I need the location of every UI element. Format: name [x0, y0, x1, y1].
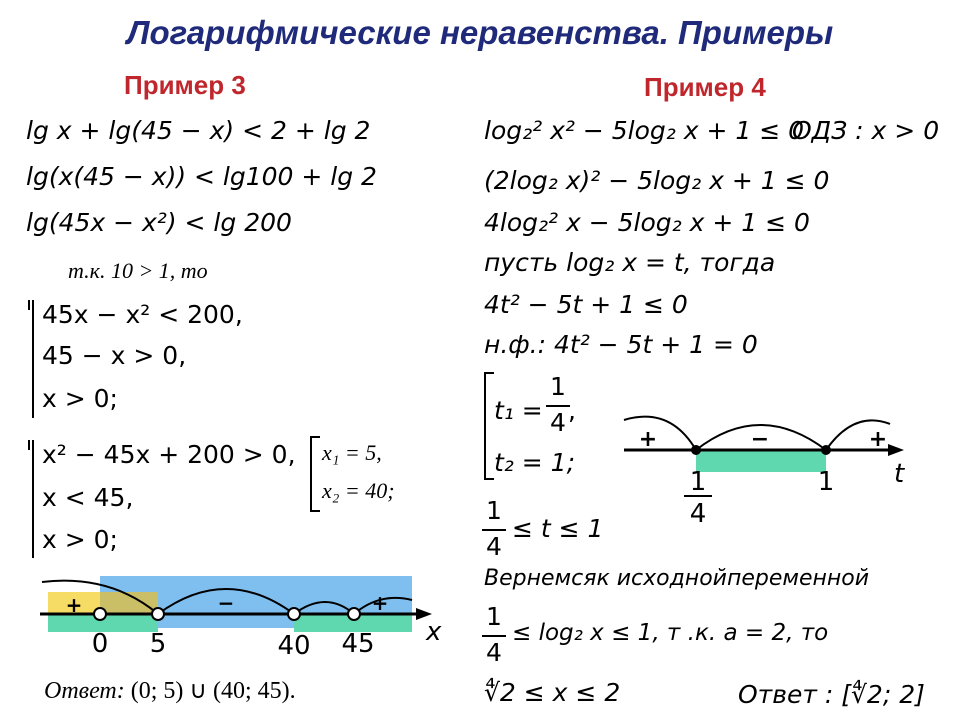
t-tick-quarter-num: 1 — [689, 467, 707, 497]
t-interval-green — [696, 450, 826, 472]
point-0 — [94, 608, 106, 620]
answer-label: Ответ: — [44, 678, 125, 704]
example-4-heading: Пример 4 — [644, 72, 766, 102]
ineq-t-tail: ≤ t ≤ 1 — [512, 514, 604, 543]
tick-label-5: 5 — [149, 629, 167, 659]
ex3-line-2: lg(x(45 − x)) < lg100 + lg 2 — [26, 162, 377, 191]
root-x2: x₂ = 40; — [322, 478, 395, 503]
t1-numerator: 1 — [550, 372, 566, 401]
ex4-answer — [738, 680, 925, 709]
t2-root: t₂ = 1; — [494, 448, 575, 477]
t-sign-3: + — [868, 427, 888, 452]
page-title: Логарифмические неравенства. Примеры — [126, 14, 834, 51]
ex4-answer-value: : [∜2; 2] — [824, 680, 925, 709]
ex4-line-2: (2log₂ x)² − 5log₂ x + 1 ≤ 0 — [484, 166, 830, 195]
ex3-sys2-row-3: x > 0; — [42, 525, 118, 554]
ineq-t-numerator: 1 — [486, 496, 502, 525]
roots-bracket — [310, 436, 320, 512]
ex3-number-line — [40, 570, 450, 660]
t1-lhs: t₁ = — [494, 396, 543, 425]
ineq-t-denominator: 4 — [486, 532, 502, 561]
ex3-sys1-row-1: 45x − x² < 200, — [42, 300, 243, 329]
t1-denominator: 4 — [550, 408, 566, 437]
ex3-line-1: lg x + lg(45 − x) < 2 + lg 2 — [26, 116, 371, 145]
system-1-brace — [32, 300, 34, 418]
point-5 — [152, 608, 164, 620]
ex3-sys1-row-2: 45 − x > 0, — [42, 341, 187, 370]
axis-variable-t: t — [894, 459, 905, 489]
ex3-note: т.к. 10 > 1, то — [68, 258, 208, 283]
sign-2: − — [217, 591, 235, 615]
ex4-number-line — [620, 410, 920, 530]
t-tick-one: 1 — [817, 467, 835, 497]
ex4-line-3: 4log₂² x − 5log₂ x + 1 ≤ 0 — [484, 208, 810, 237]
ex3-sys1-row-3: x > 0; — [42, 384, 118, 413]
t-roots-bracket — [484, 372, 494, 480]
t-point-quarter — [691, 445, 701, 455]
sign-3: + — [371, 591, 389, 615]
ex3-answer — [44, 676, 296, 705]
point-40 — [288, 608, 300, 620]
root-x1: x₁ = 5, — [322, 440, 382, 465]
ex3-sys2-row-2: x < 45, — [42, 483, 134, 512]
t-arc-1 — [624, 417, 696, 450]
ex4-line-4: пусть log₂ x = t, тогда — [484, 248, 776, 277]
tick-label-40: 40 — [277, 631, 311, 660]
t1-fraction-bar — [546, 405, 570, 407]
t1-tail: , — [568, 396, 576, 425]
example-3-heading: Пример 3 — [124, 70, 246, 100]
return-to-variable: Вернемсяк исходнойпеременной — [484, 566, 870, 591]
ineq-log-numerator: 1 — [486, 602, 502, 631]
t-axis-arrow — [888, 444, 904, 456]
t-sign-1: + — [638, 427, 658, 452]
ineq-t-fraction-bar — [482, 529, 506, 531]
ineq-log-denominator: 4 — [486, 638, 502, 667]
ex3-sys2-row-1: x² − 45x + 200 > 0, — [42, 440, 296, 469]
system-2-brace — [32, 440, 34, 558]
ex3-line-3: lg(45x − x²) < lg 200 — [26, 208, 292, 237]
ex4-line-6: н.ф.: 4t² − 5t + 1 = 0 — [484, 330, 758, 359]
ex4-odz: ОДЗ : x > 0 — [792, 116, 940, 145]
t-point-one — [821, 445, 831, 455]
ex4-line-5: 4t² − 5t + 1 ≤ 0 — [484, 290, 688, 319]
tick-label-0: 0 — [91, 629, 109, 659]
ex4-line-1: log₂² x² − 5log₂ x + 1 ≤ 0 — [484, 116, 805, 145]
final-inequality: ∜2 ≤ x ≤ 2 — [484, 678, 621, 707]
sign-1: + — [65, 593, 83, 617]
t-tick-quarter-den: 4 — [689, 499, 707, 529]
point-45 — [348, 608, 360, 620]
ex4-answer-label: Ответ — [738, 680, 817, 709]
ineq-log-tail: ≤ log₂ x ≤ 1, т .к. a = 2, то — [512, 620, 829, 646]
tick-label-45: 45 — [341, 629, 375, 659]
answer-value: (0; 5) ∪ (40; 45). — [130, 678, 296, 704]
t-sign-2: − — [750, 427, 770, 452]
axis-variable-x: x — [426, 617, 442, 647]
ineq-log-fraction-bar — [482, 635, 506, 637]
